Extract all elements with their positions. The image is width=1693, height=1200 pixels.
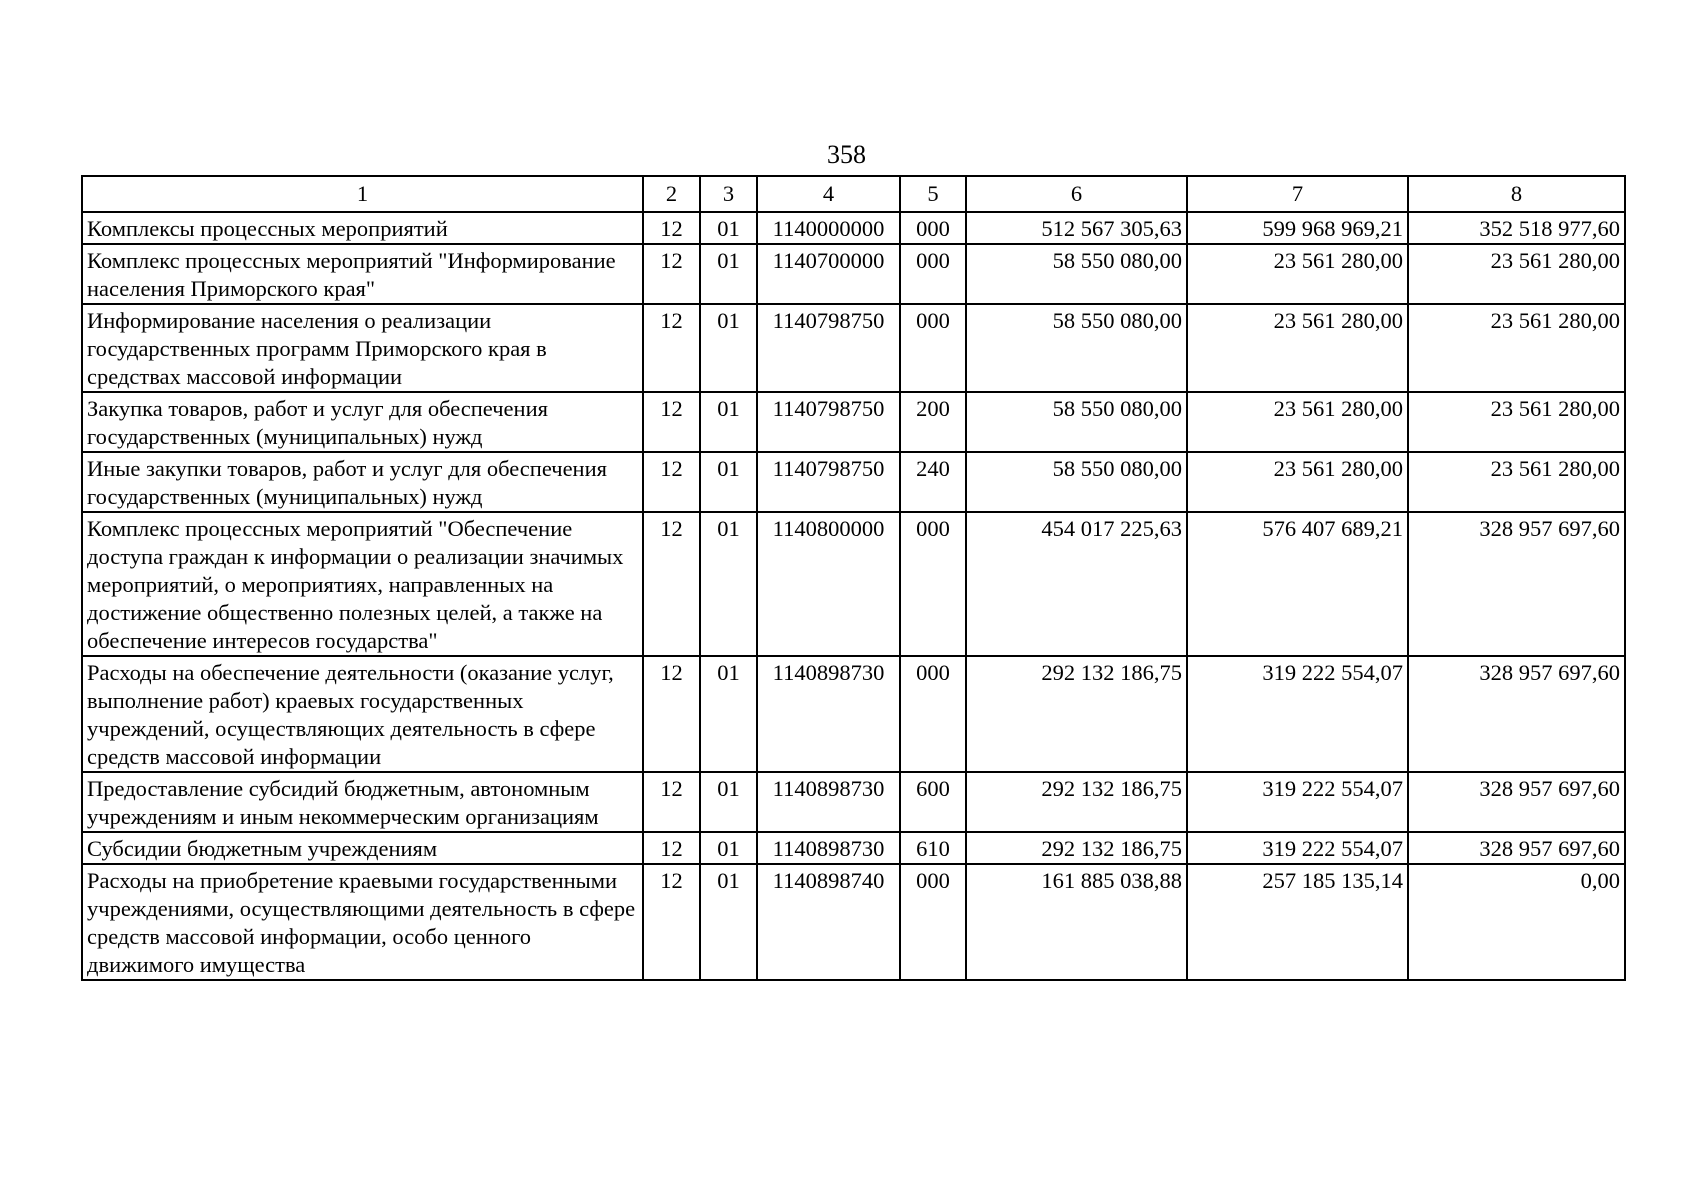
- amount-col8-cell: 23 561 280,00: [1408, 304, 1625, 392]
- expense-type-cell: 000: [900, 864, 966, 980]
- amount-col6-cell: 292 132 186,75: [966, 772, 1187, 832]
- expense-type-cell: 600: [900, 772, 966, 832]
- expense-type-cell: 000: [900, 656, 966, 772]
- ministry-code-cell: 12: [643, 864, 700, 980]
- expense-type-cell: 000: [900, 244, 966, 304]
- ministry-code-cell: 12: [643, 244, 700, 304]
- ministry-code-cell: 12: [643, 212, 700, 244]
- expense-type-cell: 200: [900, 392, 966, 452]
- section-code-cell: 01: [700, 832, 757, 864]
- amount-col8-cell: 328 957 697,60: [1408, 656, 1625, 772]
- ministry-code-cell: 12: [643, 392, 700, 452]
- target-article-cell: 1140700000: [757, 244, 900, 304]
- amount-col6-cell: 292 132 186,75: [966, 656, 1187, 772]
- ministry-code-cell: 12: [643, 452, 700, 512]
- amount-col8-cell: 23 561 280,00: [1408, 244, 1625, 304]
- table-row: [82, 512, 1625, 656]
- column-header: 5: [900, 176, 966, 212]
- expense-type-cell: 240: [900, 452, 966, 512]
- amount-col7-cell: 23 561 280,00: [1187, 452, 1408, 512]
- amount-col6-cell: 454 017 225,63: [966, 512, 1187, 656]
- amount-col7-cell: 257 185 135,14: [1187, 864, 1408, 980]
- amount-col7-cell: 319 222 554,07: [1187, 772, 1408, 832]
- header-row: [82, 176, 1625, 212]
- amount-col8-cell: 328 957 697,60: [1408, 512, 1625, 656]
- amount-col8-cell: 328 957 697,60: [1408, 832, 1625, 864]
- expense-name-cell: Комплексы процессных мероприятий: [82, 212, 643, 244]
- column-header: 2: [643, 176, 700, 212]
- expense-name-cell: Расходы на обеспечение деятельности (оказание услуг, выполнение работ) краевых государственных учреждений, осуществляющих деятельность в сфере средств массовой информации: [82, 656, 643, 772]
- section-code-cell: 01: [700, 212, 757, 244]
- amount-col6-cell: 161 885 038,88: [966, 864, 1187, 980]
- amount-col6-cell: 58 550 080,00: [966, 304, 1187, 392]
- expense-name-cell: Предоставление субсидий бюджетным, автономным учреждениям и иным некоммерческим организациям: [82, 772, 643, 832]
- section-code-cell: 01: [700, 512, 757, 656]
- table-row: [82, 304, 1625, 392]
- target-article-cell: 1140898730: [757, 656, 900, 772]
- expense-type-cell: 000: [900, 304, 966, 392]
- amount-col6-cell: 58 550 080,00: [966, 244, 1187, 304]
- target-article-cell: 1140798750: [757, 452, 900, 512]
- expense-name-cell: Закупка товаров, работ и услуг для обеспечения государственных (муниципальных) нужд: [82, 392, 643, 452]
- amount-col7-cell: 576 407 689,21: [1187, 512, 1408, 656]
- expense-type-cell: 000: [900, 512, 966, 656]
- expense-name-cell: Комплекс процессных мероприятий "Обеспечение доступа граждан к информации о реализации значимых мероприятий, о мероприятиях, направленных на достижение общественно полезных целей, а также на обеспечение интересов государства": [82, 512, 643, 656]
- section-code-cell: 01: [700, 656, 757, 772]
- table-row: [82, 212, 1625, 244]
- section-code-cell: 01: [700, 244, 757, 304]
- amount-col8-cell: 23 561 280,00: [1408, 452, 1625, 512]
- target-article-cell: 1140800000: [757, 512, 900, 656]
- expense-name-cell: Расходы на приобретение краевыми государственными учреждениями, осуществляющими деятельность в сфере средств массовой информации, особо ценного движимого имущества: [82, 864, 643, 980]
- column-header: 1: [82, 176, 643, 212]
- column-header: 8: [1408, 176, 1625, 212]
- section-code-cell: 01: [700, 772, 757, 832]
- amount-col7-cell: 319 222 554,07: [1187, 656, 1408, 772]
- target-article-cell: 1140798750: [757, 304, 900, 392]
- expense-type-cell: 000: [900, 212, 966, 244]
- budget-table: [81, 175, 1626, 981]
- expense-name-cell: Субсидии бюджетным учреждениям: [82, 832, 643, 864]
- amount-col6-cell: 292 132 186,75: [966, 832, 1187, 864]
- table-row: [82, 452, 1625, 512]
- table-row: [82, 832, 1625, 864]
- target-article-cell: 1140000000: [757, 212, 900, 244]
- amount-col7-cell: 599 968 969,21: [1187, 212, 1408, 244]
- amount-col6-cell: 512 567 305,63: [966, 212, 1187, 244]
- expense-type-cell: 610: [900, 832, 966, 864]
- table-row: [82, 656, 1625, 772]
- column-header: 4: [757, 176, 900, 212]
- amount-col8-cell: 23 561 280,00: [1408, 392, 1625, 452]
- page-number: 358: [827, 140, 866, 169]
- section-code-cell: 01: [700, 304, 757, 392]
- amount-col8-cell: 328 957 697,60: [1408, 772, 1625, 832]
- ministry-code-cell: 12: [643, 656, 700, 772]
- ministry-code-cell: 12: [643, 772, 700, 832]
- ministry-code-cell: 12: [643, 832, 700, 864]
- section-code-cell: 01: [700, 392, 757, 452]
- amount-col6-cell: 58 550 080,00: [966, 392, 1187, 452]
- target-article-cell: 1140898730: [757, 772, 900, 832]
- section-code-cell: 01: [700, 452, 757, 512]
- table-row: [82, 244, 1625, 304]
- amount-col7-cell: 23 561 280,00: [1187, 392, 1408, 452]
- amount-col6-cell: 58 550 080,00: [966, 452, 1187, 512]
- ministry-code-cell: 12: [643, 304, 700, 392]
- table-row: [82, 392, 1625, 452]
- amount-col7-cell: 23 561 280,00: [1187, 304, 1408, 392]
- section-code-cell: 01: [700, 864, 757, 980]
- table-row: [82, 864, 1625, 980]
- ministry-code-cell: 12: [643, 512, 700, 656]
- column-header: 7: [1187, 176, 1408, 212]
- target-article-cell: 1140898740: [757, 864, 900, 980]
- column-header: 3: [700, 176, 757, 212]
- amount-col7-cell: 23 561 280,00: [1187, 244, 1408, 304]
- target-article-cell: 1140798750: [757, 392, 900, 452]
- amount-col7-cell: 319 222 554,07: [1187, 832, 1408, 864]
- expense-name-cell: Иные закупки товаров, работ и услуг для обеспечения государственных (муниципальных) нужд: [82, 452, 643, 512]
- expense-name-cell: Комплекс процессных мероприятий "Информирование населения Приморского края": [82, 244, 643, 304]
- expense-name-cell: Информирование населения о реализации государственных программ Приморского края в средствах массовой информации: [82, 304, 643, 392]
- table-row: [82, 772, 1625, 832]
- amount-col8-cell: 352 518 977,60: [1408, 212, 1625, 244]
- amount-col8-cell: 0,00: [1408, 864, 1625, 980]
- target-article-cell: 1140898730: [757, 832, 900, 864]
- column-header: 6: [966, 176, 1187, 212]
